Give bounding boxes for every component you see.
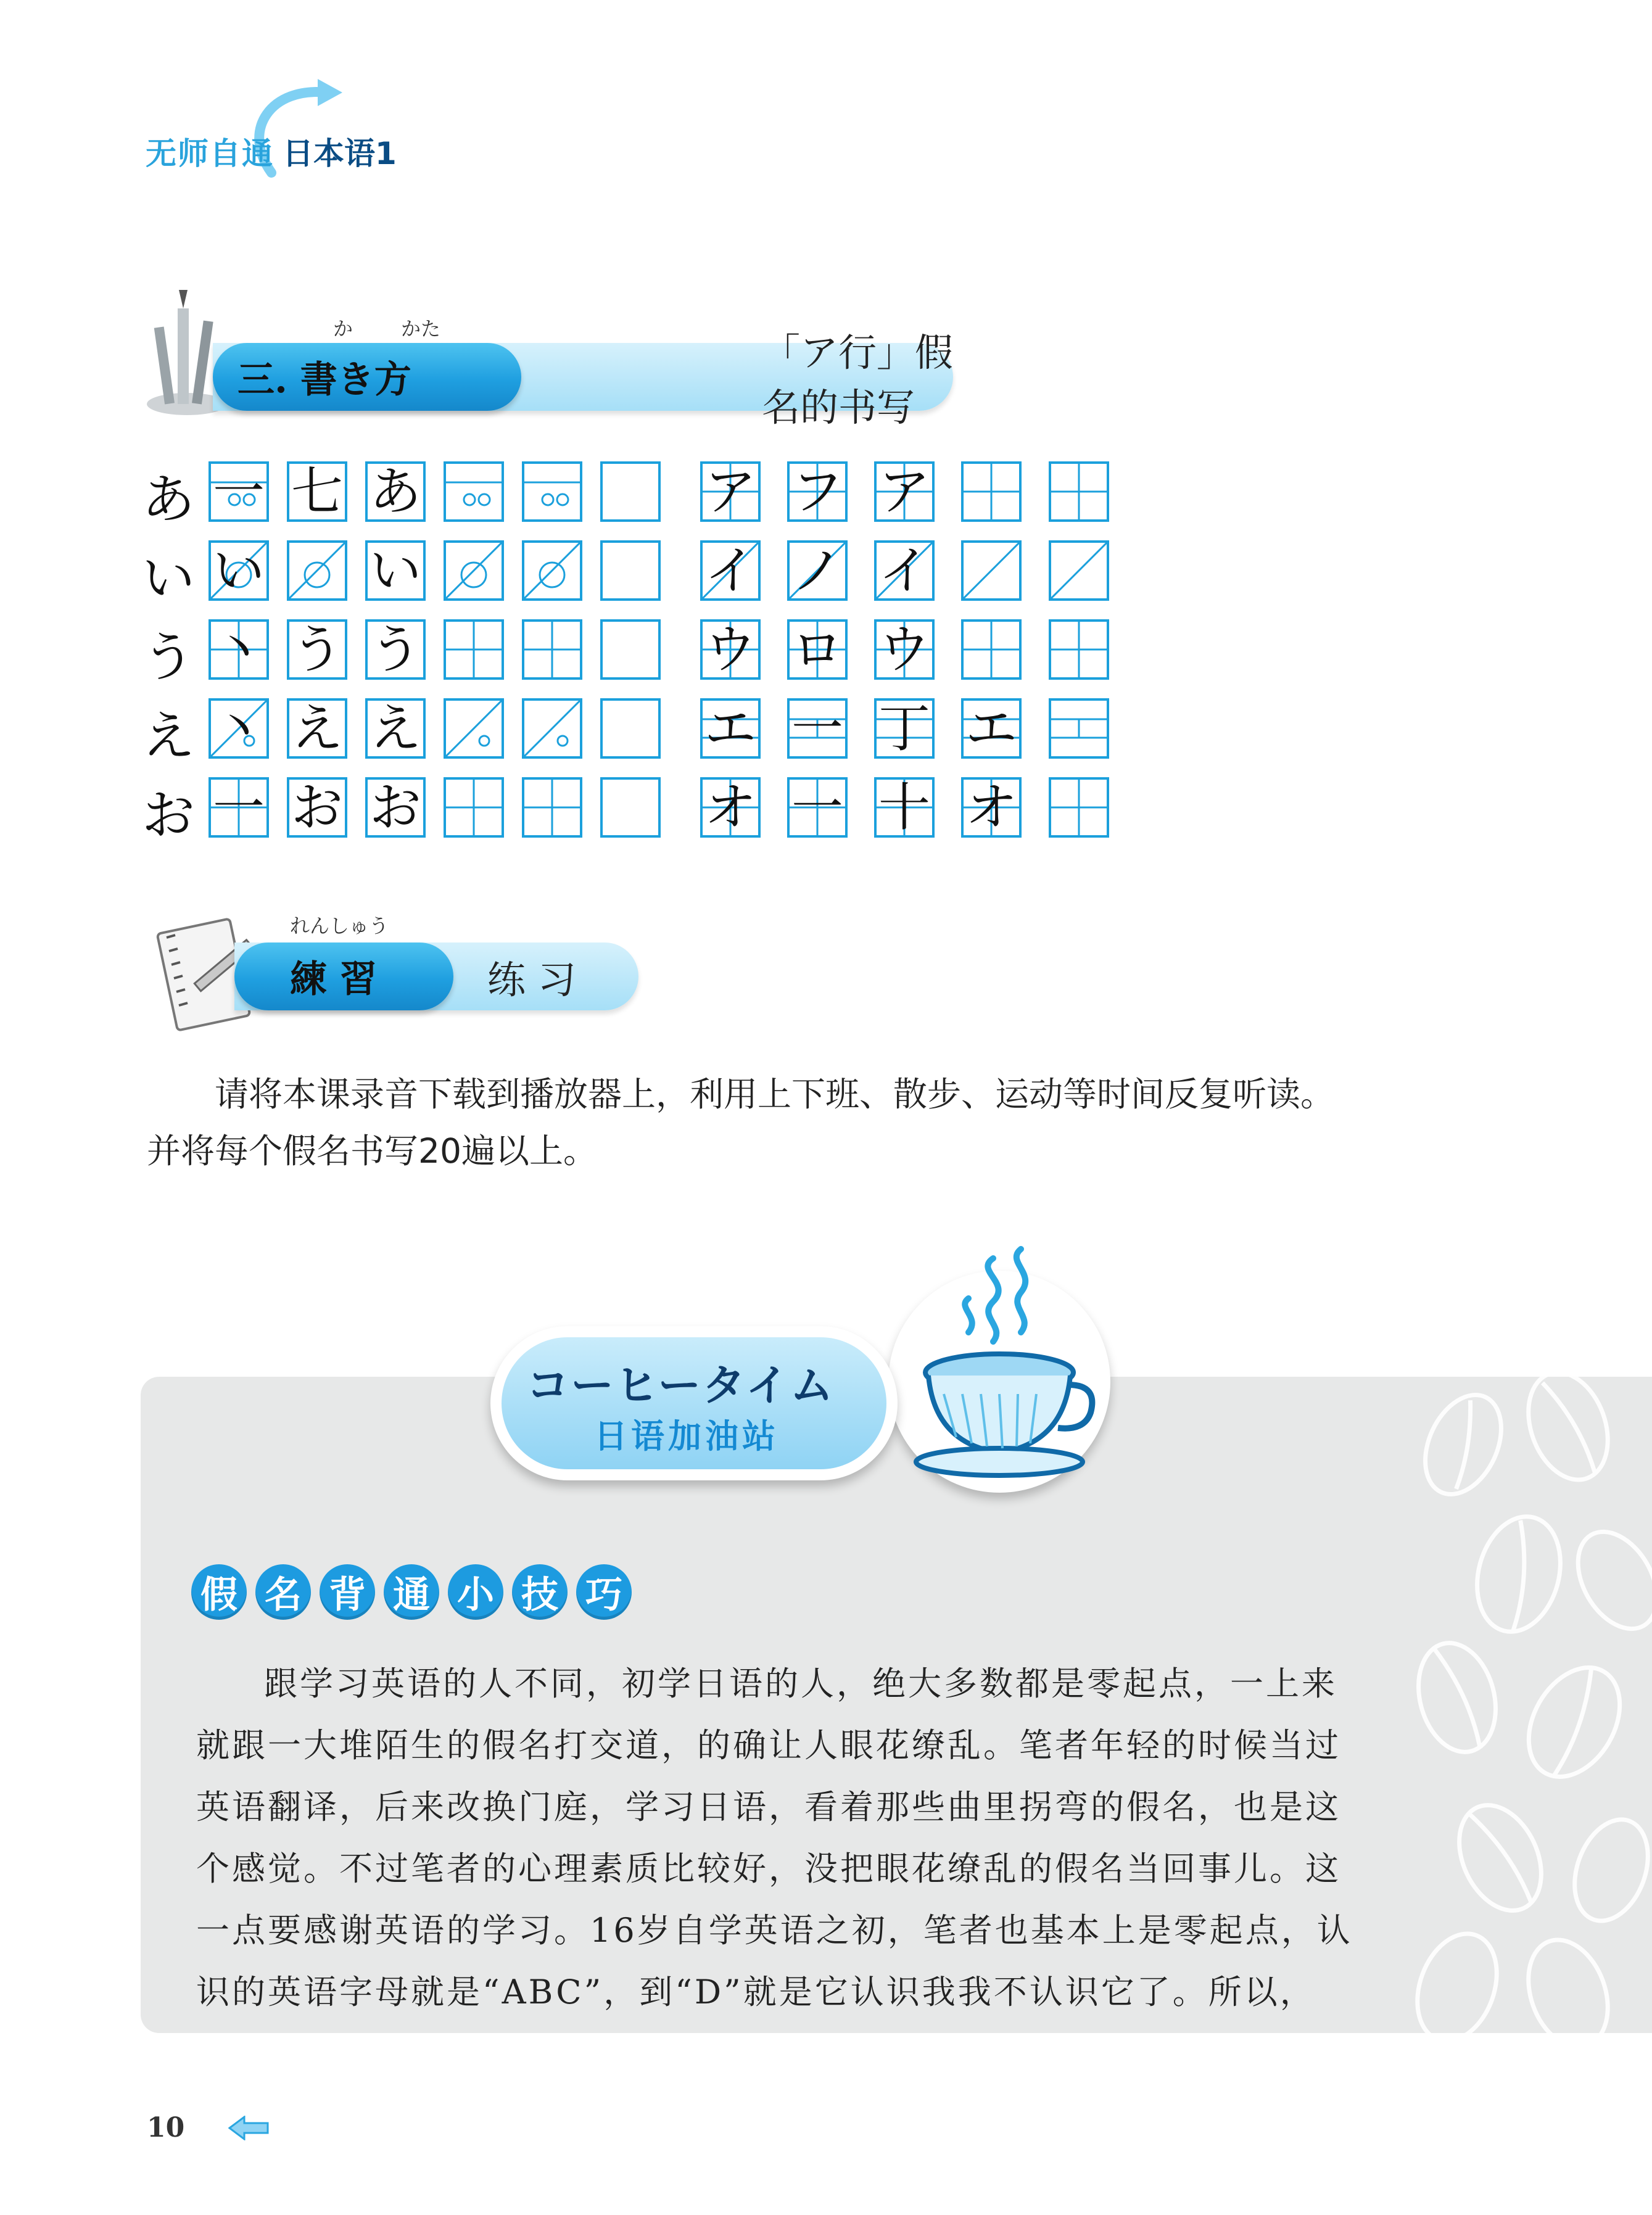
body-line-5: 一点要感谢英语的学习。16岁自学英语之初，笔者也基本上是零起点，认 (196, 1911, 1353, 1950)
hiragana-practice-cell (209, 777, 269, 838)
stroke-step-glyph: 一 (791, 777, 843, 838)
tip-heading (191, 1564, 640, 1620)
katakana-practice-cell (787, 461, 848, 522)
katakana-practice-cell (1049, 461, 1109, 522)
hiragana-practice-cell (444, 619, 504, 680)
katakana-practice-cell (961, 540, 1022, 601)
book-volume-title: 日本语1 (283, 136, 397, 171)
kana-row-label: う (142, 627, 195, 688)
katakana-practice-cell (787, 619, 848, 680)
kana-row-label: い (142, 548, 195, 609)
hiragana-practice-cell (522, 540, 582, 601)
katakana-practice-cell (787, 698, 848, 759)
stroke-step-glyph: 丶 (212, 698, 265, 759)
hiragana-practice-cell (209, 619, 269, 680)
stroke-step-glyph: 七 (291, 461, 343, 522)
stroke-step-glyph: え (291, 698, 343, 759)
coffee-time-badge (490, 1326, 898, 1480)
stroke-step-glyph: 一 (212, 777, 265, 838)
stroke-step-glyph: う (369, 619, 421, 680)
hiragana-practice-cell (287, 540, 347, 601)
katakana-practice-cell (1049, 619, 1109, 680)
cell-guide (1051, 701, 1107, 756)
coffee-title-jp: コーヒータイム (526, 1360, 835, 1411)
cell-guide (1051, 780, 1107, 835)
hiragana-practice-cell (522, 777, 582, 838)
katakana-practice-cell (700, 619, 761, 680)
stroke-step-glyph: あ (369, 461, 421, 522)
stroke-step-glyph: イ (704, 540, 756, 601)
hiragana-practice-cell (365, 540, 426, 601)
cell-guide (964, 464, 1019, 519)
stroke-step-glyph: オ (704, 777, 756, 838)
stroke-step-glyph: ア (878, 461, 930, 522)
tip-heading-char: 名 (255, 1564, 311, 1620)
cell-guide (524, 701, 580, 756)
hiragana-practice-cell (365, 698, 426, 759)
hiragana-practice-cell (444, 461, 504, 522)
katakana-practice-cell (787, 540, 848, 601)
katakana-practice-cell (1049, 540, 1109, 601)
hiragana-practice-cell (522, 619, 582, 680)
hiragana-practice-cell (444, 698, 504, 759)
katakana-practice-cell (1049, 777, 1109, 838)
tip-heading-char: 背 (320, 1564, 375, 1620)
hiragana-practice-cell (209, 461, 269, 522)
cell-guide (524, 543, 580, 598)
hiragana-practice-cell (365, 777, 426, 838)
hiragana-practice-cell (365, 619, 426, 680)
stroke-step-glyph: お (369, 777, 421, 838)
katakana-practice-cell (961, 698, 1022, 759)
tip-heading-char: 巧 (576, 1564, 632, 1620)
stroke-step-glyph: え (369, 698, 421, 759)
katakana-practice-cell (874, 777, 935, 838)
badge-inner (502, 1337, 886, 1469)
stroke-step-glyph: お (291, 777, 343, 838)
stroke-step-glyph: フ (791, 461, 843, 522)
cell-guide (446, 780, 502, 835)
katakana-practice-cell (700, 777, 761, 838)
stroke-step-glyph: ウ (704, 619, 756, 680)
katakana-practice-cell (874, 619, 935, 680)
tip-heading-char: 通 (384, 1564, 439, 1620)
hiragana-practice-cell (287, 698, 347, 759)
practice-line-1: 请将本课录音下载到播放器上，利用上下班、散步、运动等时间反复听读。 (215, 1075, 1335, 1114)
cell-guide (964, 622, 1019, 677)
coffee-bean-pattern (1414, 1377, 1652, 2033)
cell-guide (1051, 543, 1107, 598)
book-title (146, 123, 397, 179)
stroke-step-glyph: 十 (878, 777, 930, 838)
stroke-step-glyph: ノ (791, 540, 843, 601)
cell-guide (289, 543, 345, 598)
section-subtitle: 「ア行」假名的书写 (762, 330, 954, 430)
coffee-cup-icon (907, 1240, 1098, 1487)
stroke-step-glyph: エ (965, 698, 1017, 759)
ruby-renshuu: れんしゅう (290, 914, 389, 938)
cell-guide (964, 543, 1019, 598)
katakana-practice-cell (874, 461, 935, 522)
coffee-title-cn: 日语加油站 (594, 1417, 779, 1456)
hiragana-practice-cell (522, 461, 582, 522)
hiragana-practice-cell (287, 777, 347, 838)
stroke-step-glyph: 丁 (878, 698, 930, 759)
body-line-6: 识的英语字母就是“ABC”，到“D”就是它认识我我不认识它了。所以， (196, 1973, 1316, 2011)
stroke-step-glyph: 丶 (212, 619, 265, 680)
kana-row-label: え (142, 706, 195, 767)
hiragana-practice-cell (522, 698, 582, 759)
cell-guide (1051, 464, 1107, 519)
stroke-step-glyph: い (212, 540, 265, 601)
cell-guide (1051, 622, 1107, 677)
cell-guide (446, 543, 502, 598)
book-series-title: 无师自通 (146, 136, 274, 171)
hiragana-practice-cell (444, 777, 504, 838)
stroke-step-glyph: エ (704, 698, 756, 759)
hiragana-practice-cell (365, 461, 426, 522)
cell-guide (446, 622, 502, 677)
tip-heading-char: 技 (512, 1564, 568, 1620)
stroke-step-glyph: 一 (212, 461, 265, 522)
hiragana-practice-cell (600, 619, 661, 680)
hiragana-practice-cell (600, 540, 661, 601)
katakana-practice-cell (700, 540, 761, 601)
cell-guide (446, 464, 502, 519)
katakana-practice-cell (961, 619, 1022, 680)
stroke-step-glyph: 一 (791, 698, 843, 759)
stroke-step-glyph: い (369, 540, 421, 601)
stroke-step-glyph: オ (965, 777, 1017, 838)
practice-label: 練 習 (290, 958, 377, 1001)
stroke-step-glyph: ウ (878, 619, 930, 680)
tip-heading-char: 假 (191, 1564, 247, 1620)
page-number: 10 (147, 2112, 185, 2143)
cell-guide (524, 464, 580, 519)
hiragana-practice-cell (287, 619, 347, 680)
stroke-step-glyph: ロ (791, 619, 843, 680)
katakana-practice-cell (874, 698, 935, 759)
body-line-3: 英语翻译，后来改换门庭，学习日语，看着那些曲里拐弯的假名，也是这 (196, 1788, 1341, 1826)
hiragana-practice-cell (209, 540, 269, 601)
ruby-ka: か (333, 317, 353, 340)
section-label: 三. 書き方 (237, 358, 411, 402)
katakana-practice-cell (961, 461, 1022, 522)
cell-guide (524, 780, 580, 835)
practice-instructions (147, 1066, 1504, 1179)
katakana-practice-cell (787, 777, 848, 838)
kana-row-label: お (142, 785, 195, 846)
katakana-practice-cell (700, 461, 761, 522)
hiragana-practice-cell (600, 461, 661, 522)
kana-row-label: あ (142, 469, 195, 530)
cell-guide (446, 701, 502, 756)
hiragana-practice-cell (287, 461, 347, 522)
body-line-1: 跟学习英语的人不同，初学日语的人，绝大多数都是零起点，一上来 (264, 1664, 1337, 1703)
ruby-kata: かた (401, 317, 441, 340)
practice-line-2: 并将每个假名书写20遍以上。 (147, 1131, 597, 1171)
stroke-step-glyph: う (291, 619, 343, 680)
page-arrow-icon (228, 2116, 269, 2140)
cell-guide (524, 622, 580, 677)
coffee-body-text (196, 1653, 1381, 2023)
katakana-practice-cell (1049, 698, 1109, 759)
hiragana-practice-cell (600, 777, 661, 838)
stroke-step-glyph: ア (704, 461, 756, 522)
katakana-practice-cell (961, 777, 1022, 838)
katakana-practice-cell (874, 540, 935, 601)
body-line-4: 个感觉。不过笔者的心理素质比较好，没把眼花缭乱的假名当回事儿。这 (196, 1849, 1341, 1888)
tip-heading-char: 小 (448, 1564, 503, 1620)
hiragana-practice-cell (209, 698, 269, 759)
body-line-2: 就跟一大堆陌生的假名打交道，的确让人眼花缭乱。笔者年轻的时候当过 (196, 1726, 1341, 1765)
stroke-step-glyph: イ (878, 540, 930, 601)
hiragana-practice-cell (444, 540, 504, 601)
katakana-practice-cell (700, 698, 761, 759)
hiragana-practice-cell (600, 698, 661, 759)
practice-subtitle: 练 习 (487, 957, 576, 1002)
